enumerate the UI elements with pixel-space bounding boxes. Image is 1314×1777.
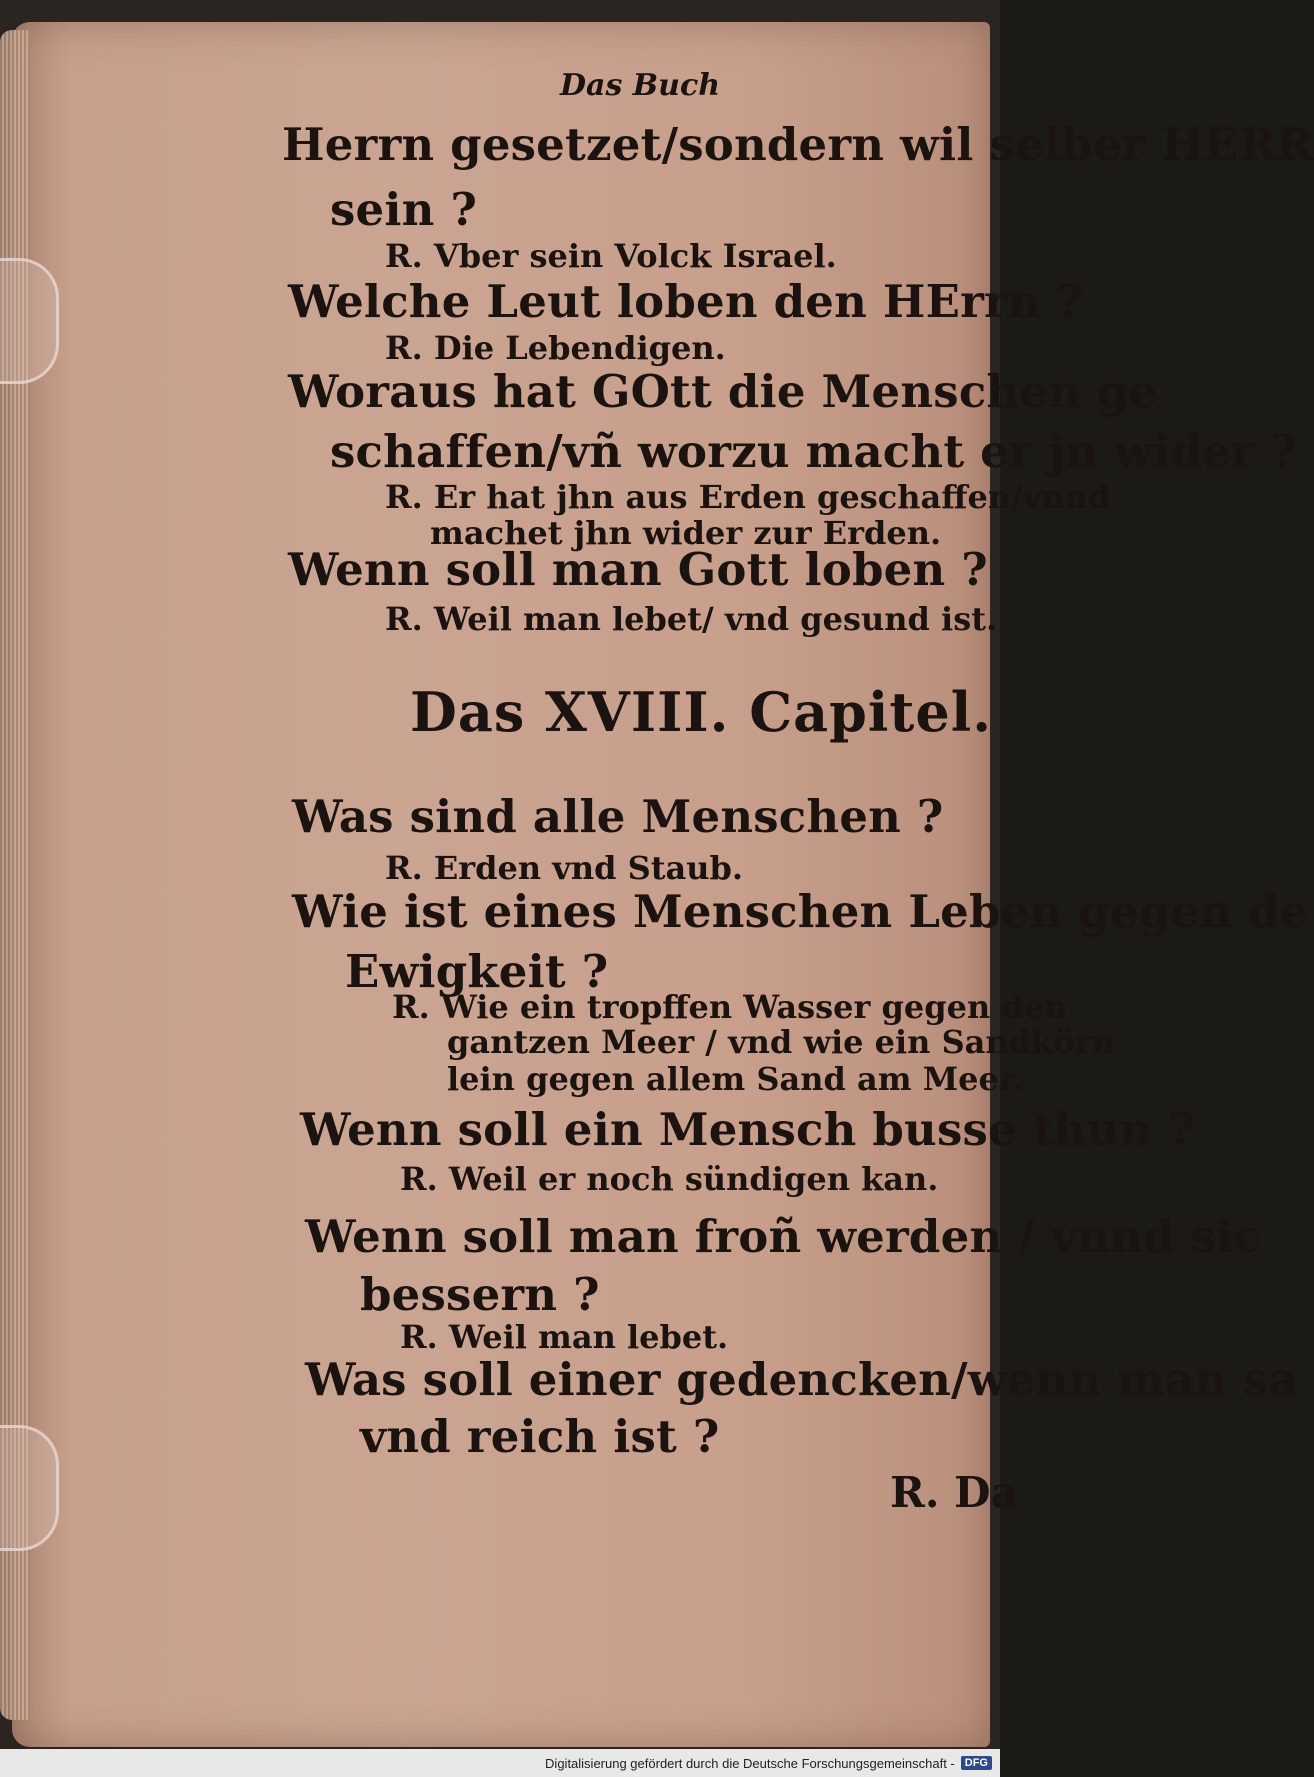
text-line: bessern ? (360, 1268, 600, 1321)
catchword: R. Da (890, 1468, 1018, 1517)
text-line: lein gegen allem Sand am Meer. (447, 1060, 1024, 1098)
text-line: machet jhn wider zur Erden. (430, 514, 942, 552)
text-line: R. Erden vnd Staub. (385, 849, 744, 887)
text-line: Wenn soll ein Mensch busse thun ? (300, 1103, 1195, 1156)
text-line: schaffen/vñ worzu macht er jn wider ? (330, 425, 1298, 478)
text-line: Ewigkeit ? (345, 945, 609, 998)
text-line: Was sind alle Menschen ? (292, 790, 944, 843)
text-line: Wenn soll man froñ werden / vnnd sic (305, 1210, 1261, 1263)
text-line: R. Weil man lebet/ vnd gesund ist. (385, 600, 998, 638)
digitization-footer (0, 1749, 1000, 1777)
chapter-heading: Das XVIII. Capitel. (410, 680, 993, 744)
text-line: R. Die Lebendigen. (385, 329, 726, 367)
text-line: gantzen Meer / vnd wie ein Sandkörn (447, 1023, 1115, 1061)
text-line: Welche Leut loben den HErrn ? (288, 275, 1084, 328)
text-line: R. Er hat jhn aus Erden geschaffen/vnnd (385, 478, 1111, 516)
text-line: Woraus hat GOtt die Menschen ge (288, 365, 1158, 418)
running-head: Das Buch (560, 68, 721, 103)
footer-text: Digitalisierung gefördert durch die Deutsche Forschungsgemeinschaft - (545, 1755, 955, 1771)
text-line: Wie ist eines Menschen Leben gegen de (292, 885, 1309, 938)
text-line: R. Vber sein Volck Israel. (385, 237, 837, 275)
text-line: R. Weil er noch sündigen kan. (400, 1160, 939, 1198)
text-line: R. Wie ein tropffen Wasser gegen den (392, 988, 1068, 1026)
text-line: Wenn soll man Gott loben ? (288, 543, 988, 596)
text-line: sein ? (330, 183, 478, 236)
text-line: R. Weil man lebet. (400, 1318, 729, 1356)
text-line: vnd reich ist ? (360, 1410, 720, 1463)
text-line: Was soll einer gedencken/wenn man sa (305, 1353, 1299, 1406)
text-line: Herrn gesetzet/sondern wil selber HERR (282, 118, 1314, 171)
dfg-logo: DFG (961, 1756, 992, 1770)
